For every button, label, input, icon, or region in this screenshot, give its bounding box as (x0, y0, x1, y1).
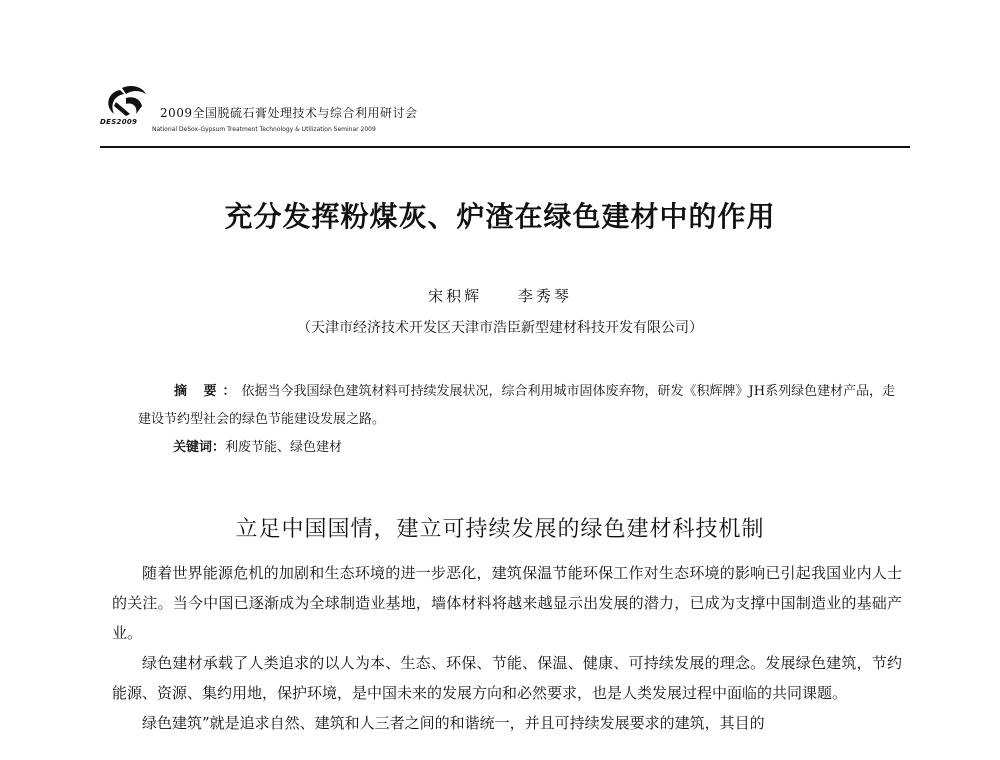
seminar-logo-icon (100, 84, 152, 118)
abstract-label: 摘 要： (174, 384, 242, 399)
paper-title: 充分发挥粉煤灰、炉渣在绿色建材中的作用 (224, 200, 776, 233)
paragraph: 随着世界能源危机的加剧和生态环境的进一步恶化，建筑保温节能环保工作对生态环境的影响已引起我国业内人士的关注。当今中国已逐渐成为全球制造业基地，墙体材料将越来越显示出发展的潜力，已成为支撑中国制造业的基础产业。 (112, 564, 902, 642)
paragraph: 绿色建筑”就是追求自然、建筑和人三者之间的和谐统一，并且可持续发展要求的建筑，其目的 (142, 714, 765, 732)
keywords-label: 关键词： (173, 440, 226, 455)
seminar-title-en: National DeSox-Gypsum Treatment Technology & Utilization Seminar 2009 (152, 126, 376, 133)
keywords-text: 利废节能、绿色建材 (225, 440, 343, 455)
keywords (173, 436, 342, 455)
header-divider (100, 146, 910, 148)
paragraph: 绿色建材承载了人类追求的以人为本、生态、环保、节能、保温、健康、可持续发展的理念。发展绿色建筑，节约能源、资源、集约用地，保护环境，是中国未来的发展方向和必然要求，也是人类发展过程中面临的共同课题。 (112, 654, 902, 702)
seminar-title-cn: 2009全国脱硫石膏处理技术与综合利用研讨会 (160, 106, 418, 120)
section-title: 立足中国国情，建立可持续发展的绿色建材科技机制 (235, 517, 765, 542)
abstract (138, 378, 898, 434)
abstract-text: 依据当今我国绿色建筑材料可持续发展状况，综合利用城市固体废弃物，研发《积辉牌》JH系列绿色建材产品，走建设节约型社会的绿色节能建设发展之路。 (138, 384, 896, 427)
paper-authors: 宋积辉 李秀琴 (428, 287, 572, 305)
document-header (100, 84, 910, 150)
seminar-logo (100, 84, 152, 132)
paper-affiliation: （天津市经济技术开发区天津市浩臣新型建材科技开发有限公司） (297, 320, 703, 336)
logo-text: DES2009 (100, 118, 138, 126)
body-text (112, 558, 902, 738)
